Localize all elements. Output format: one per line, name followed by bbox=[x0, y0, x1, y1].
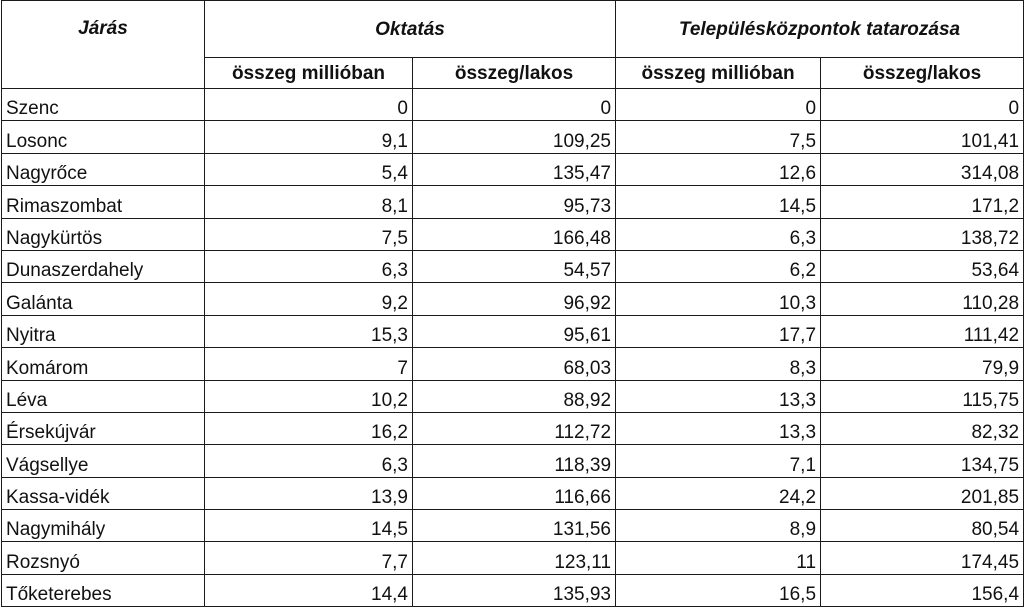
telepules-amount-cell: 14,5 bbox=[616, 186, 821, 218]
oktatas-per-capita-cell: 109,25 bbox=[413, 121, 616, 153]
telepules-amount-cell: 7,5 bbox=[616, 121, 821, 153]
header-jaras: Járás bbox=[2, 1, 205, 89]
district-name-cell: Nyitra bbox=[2, 315, 205, 347]
telepules-per-capita-cell: 101,41 bbox=[821, 121, 1024, 153]
telepules-per-capita-cell: 80,54 bbox=[821, 510, 1024, 542]
telepules-amount-cell: 11 bbox=[616, 542, 821, 574]
table-row bbox=[2, 574, 1024, 606]
oktatas-per-capita-cell: 116,66 bbox=[413, 477, 616, 509]
oktatas-amount-cell: 7,5 bbox=[205, 218, 413, 250]
oktatas-per-capita-cell: 166,48 bbox=[413, 218, 616, 250]
oktatas-per-capita-cell: 95,61 bbox=[413, 315, 616, 347]
table-row bbox=[2, 510, 1024, 542]
oktatas-per-capita-cell: 95,73 bbox=[413, 186, 616, 218]
oktatas-per-capita-cell: 0 bbox=[413, 89, 616, 121]
telepules-amount-cell: 12,6 bbox=[616, 153, 821, 185]
telepules-per-capita-cell: 53,64 bbox=[821, 250, 1024, 282]
district-name-cell: Kassa-vidék bbox=[2, 477, 205, 509]
telepules-amount-cell: 7,1 bbox=[616, 445, 821, 477]
table-row bbox=[2, 89, 1024, 121]
district-name-cell: Léva bbox=[2, 380, 205, 412]
oktatas-amount-cell: 0 bbox=[205, 89, 413, 121]
telepules-per-capita-cell: 174,45 bbox=[821, 542, 1024, 574]
district-name-cell: Érsekújvár bbox=[2, 412, 205, 444]
district-name-cell: Rozsnyó bbox=[2, 542, 205, 574]
table-row bbox=[2, 542, 1024, 574]
header-row-top bbox=[2, 1, 1024, 58]
oktatas-amount-cell: 7,7 bbox=[205, 542, 413, 574]
oktatas-amount-cell: 6,3 bbox=[205, 250, 413, 282]
oktatas-per-capita-cell: 112,72 bbox=[413, 412, 616, 444]
subheader-telepules-amount: összeg millióban bbox=[616, 58, 821, 89]
table-row bbox=[2, 315, 1024, 347]
district-name-cell: Rimaszombat bbox=[2, 186, 205, 218]
telepules-per-capita-cell: 110,28 bbox=[821, 283, 1024, 315]
telepules-amount-cell: 24,2 bbox=[616, 477, 821, 509]
subheader-oktatas-per-capita: összeg/lakos bbox=[413, 58, 616, 89]
oktatas-amount-cell: 14,4 bbox=[205, 574, 413, 606]
header-telepules: Településközpontok tatarozása bbox=[616, 1, 1024, 58]
oktatas-per-capita-cell: 123,11 bbox=[413, 542, 616, 574]
telepules-per-capita-cell: 314,08 bbox=[821, 153, 1024, 185]
table-row bbox=[2, 477, 1024, 509]
oktatas-amount-cell: 15,3 bbox=[205, 315, 413, 347]
district-funding-table bbox=[1, 0, 1024, 607]
table-row bbox=[2, 121, 1024, 153]
telepules-amount-cell: 0 bbox=[616, 89, 821, 121]
telepules-per-capita-cell: 79,9 bbox=[821, 348, 1024, 380]
telepules-amount-cell: 16,5 bbox=[616, 574, 821, 606]
subheader-telepules-per-capita: összeg/lakos bbox=[821, 58, 1024, 89]
district-name-cell: Tőketerebes bbox=[2, 574, 205, 606]
table-body bbox=[2, 89, 1024, 607]
telepules-amount-cell: 6,2 bbox=[616, 250, 821, 282]
telepules-amount-cell: 8,3 bbox=[616, 348, 821, 380]
telepules-amount-cell: 8,9 bbox=[616, 510, 821, 542]
telepules-per-capita-cell: 138,72 bbox=[821, 218, 1024, 250]
telepules-per-capita-cell: 134,75 bbox=[821, 445, 1024, 477]
oktatas-per-capita-cell: 135,93 bbox=[413, 574, 616, 606]
oktatas-per-capita-cell: 88,92 bbox=[413, 380, 616, 412]
district-name-cell: Nagyrőce bbox=[2, 153, 205, 185]
district-name-cell: Komárom bbox=[2, 348, 205, 380]
district-name-cell: Galánta bbox=[2, 283, 205, 315]
district-name-cell: Losonc bbox=[2, 121, 205, 153]
telepules-amount-cell: 13,3 bbox=[616, 412, 821, 444]
oktatas-amount-cell: 13,9 bbox=[205, 477, 413, 509]
header-oktatas: Oktatás bbox=[205, 1, 616, 58]
table-row bbox=[2, 412, 1024, 444]
telepules-per-capita-cell: 156,4 bbox=[821, 574, 1024, 606]
district-name-cell: Dunaszerdahely bbox=[2, 250, 205, 282]
telepules-per-capita-cell: 115,75 bbox=[821, 380, 1024, 412]
table-row bbox=[2, 283, 1024, 315]
oktatas-amount-cell: 5,4 bbox=[205, 153, 413, 185]
oktatas-amount-cell: 14,5 bbox=[205, 510, 413, 542]
oktatas-amount-cell: 8,1 bbox=[205, 186, 413, 218]
oktatas-per-capita-cell: 54,57 bbox=[413, 250, 616, 282]
table-row bbox=[2, 380, 1024, 412]
table-row bbox=[2, 250, 1024, 282]
oktatas-per-capita-cell: 118,39 bbox=[413, 445, 616, 477]
oktatas-per-capita-cell: 96,92 bbox=[413, 283, 616, 315]
oktatas-amount-cell: 9,2 bbox=[205, 283, 413, 315]
telepules-amount-cell: 10,3 bbox=[616, 283, 821, 315]
oktatas-amount-cell: 7 bbox=[205, 348, 413, 380]
district-name-cell: Szenc bbox=[2, 89, 205, 121]
telepules-per-capita-cell: 111,42 bbox=[821, 315, 1024, 347]
district-name-cell: Nagykürtös bbox=[2, 218, 205, 250]
telepules-amount-cell: 13,3 bbox=[616, 380, 821, 412]
telepules-per-capita-cell: 0 bbox=[821, 89, 1024, 121]
telepules-per-capita-cell: 201,85 bbox=[821, 477, 1024, 509]
oktatas-amount-cell: 6,3 bbox=[205, 445, 413, 477]
telepules-amount-cell: 6,3 bbox=[616, 218, 821, 250]
oktatas-per-capita-cell: 68,03 bbox=[413, 348, 616, 380]
oktatas-amount-cell: 10,2 bbox=[205, 380, 413, 412]
table-row bbox=[2, 445, 1024, 477]
telepules-per-capita-cell: 171,2 bbox=[821, 186, 1024, 218]
oktatas-amount-cell: 16,2 bbox=[205, 412, 413, 444]
telepules-amount-cell: 17,7 bbox=[616, 315, 821, 347]
oktatas-amount-cell: 9,1 bbox=[205, 121, 413, 153]
table-row bbox=[2, 153, 1024, 185]
district-name-cell: Nagymihály bbox=[2, 510, 205, 542]
table-row bbox=[2, 218, 1024, 250]
table-row bbox=[2, 186, 1024, 218]
table-row bbox=[2, 348, 1024, 380]
oktatas-per-capita-cell: 135,47 bbox=[413, 153, 616, 185]
telepules-per-capita-cell: 82,32 bbox=[821, 412, 1024, 444]
district-name-cell: Vágsellye bbox=[2, 445, 205, 477]
oktatas-per-capita-cell: 131,56 bbox=[413, 510, 616, 542]
subheader-oktatas-amount: összeg millióban bbox=[205, 58, 413, 89]
